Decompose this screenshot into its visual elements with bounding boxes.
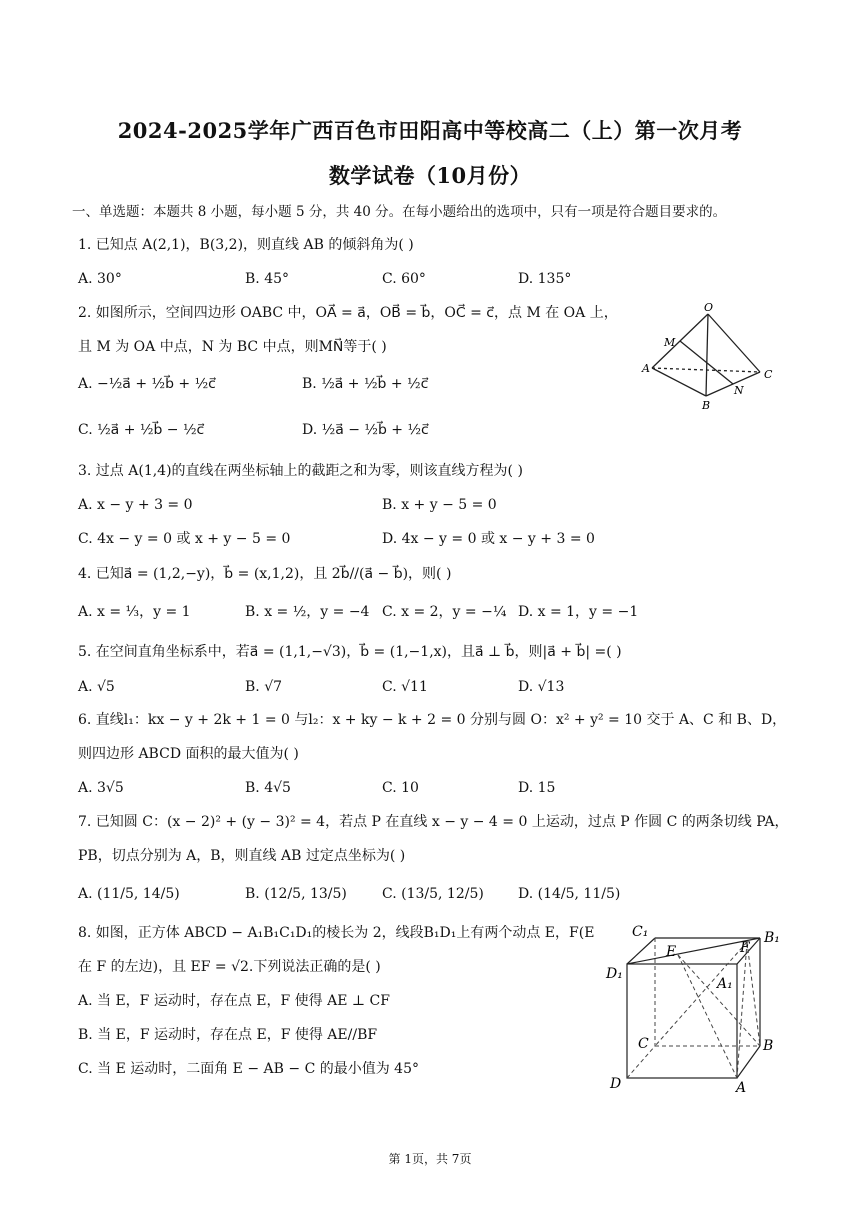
question-7-text-1: 7. 已知圆 C：(x − 2)² + (y − 3)² = 4，若点 P 在直线 x − y − 4 = 0 上运动，过点 P 作圆 C 的两条切线 PA， (78, 814, 789, 830)
q2-option-a: A. −½a⃗ + ½b⃗ + ½c⃗ (78, 376, 216, 392)
q6-option-d: D. 15 (518, 780, 556, 796)
q8-option-b: B. 当 E，F 运动时，存在点 E，F 使得 AE//BF (78, 1027, 378, 1043)
q1-option-c: C. 60° (382, 271, 426, 287)
q1-option-b: B. 45° (245, 271, 290, 287)
question-2-text-2: 且 M 为 OA 中点，N 为 BC 中点，则MN⃗等于( ) (78, 339, 387, 355)
q7-option-c: C. (13/5, 12/5) (382, 886, 484, 902)
label-c: C (764, 368, 773, 381)
q3-option-c: C. 4x − y = 0 或 x + y − 5 = 0 (78, 531, 291, 547)
q5-option-c: C. √11 (382, 679, 428, 695)
q6-option-a: A. 3√5 (78, 780, 124, 796)
q4-option-c: C. x = 2，y = −¼ (382, 604, 507, 620)
question-4-text: 4. 已知a⃗ = (1,2,−y)，b⃗ = (x,1,2)，且 2b⃗//(a⃗ − b⃗)，则( ) (78, 566, 452, 582)
q8-option-c: C. 当 E 运动时，二面角 E − AB − C 的最小值为 45° (78, 1061, 419, 1077)
q7-option-d: D. (14/5, 11/5) (518, 886, 621, 902)
question-6-text-1: 6. 直线l₁：kx − y + 2k + 1 = 0 与l₂：x + ky − k + 2 = 0 分别与圆 O：x² + y² = 10 交于 A、C 和 B、D， (78, 712, 787, 728)
label-m: M (664, 336, 676, 349)
title-line-1: 2024-2025学年广西百色市田阳高中等校高二（上）第一次月考 (117, 118, 743, 143)
question-2-text-1: 2. 如图所示，空间四边形 OABC 中，OA⃗ = a⃗，OB⃗ = b⃗，OC⃗ = c⃗，点 M 在 OA 上， (78, 305, 618, 321)
label-a: A (736, 1080, 747, 1096)
q3-option-b: B. x + y − 5 = 0 (382, 497, 497, 513)
q5-option-a: A. √5 (78, 679, 115, 695)
q3-option-a: A. x − y + 3 = 0 (78, 497, 193, 513)
q8-option-a: A. 当 E，F 运动时，存在点 E，F 使得 AE ⊥ CF (78, 993, 390, 1009)
label-c: C (638, 1036, 649, 1052)
label-d1: D₁ (606, 966, 623, 982)
q5-option-d: D. √13 (518, 679, 565, 695)
q2-option-d: D. ½a⃗ − ½b⃗ + ½c⃗ (302, 422, 429, 438)
question-7-text-2: PB，切点分别为 A，B，则直线 AB 过定点坐标为( ) (78, 848, 406, 864)
label-b: B (702, 399, 711, 412)
q4-option-d: D. x = 1，y = −1 (518, 604, 639, 620)
label-o: O (704, 301, 714, 314)
question-5-text: 5. 在空间直角坐标系中，若a⃗ = (1,1,−√3)，b⃗ = (1,−1,x)，且a⃗ ⊥ b⃗，则|a⃗ + b⃗| =( ) (78, 644, 622, 660)
title-line-2: 数学试卷（10月份） (328, 163, 532, 188)
page-footer: 第 1页，共 7页 (388, 1152, 472, 1166)
label-b1: B₁ (764, 930, 780, 946)
q4-option-a: A. x = ⅓，y = 1 (78, 604, 191, 620)
q7-option-b: B. (12/5, 13/5) (245, 886, 347, 902)
q4-option-b: B. x = ½，y = −4 (245, 604, 370, 620)
section-heading: 一、单选题：本题共 8 小题，每小题 5 分，共 40 分。在每小题给出的选项中，只有一项是符合题目要求的。 (72, 204, 727, 220)
label-c1: C₁ (632, 924, 649, 940)
q7-option-a: A. (11/5, 14/5) (78, 886, 180, 902)
q1-option-a: A. 30° (78, 271, 122, 287)
question-6-text-2: 则四边形 ABCD 面积的最大值为( ) (78, 746, 299, 762)
label-a: A (642, 362, 650, 375)
question-3-text: 3. 过点 A(1,4)的直线在两坐标轴上的截距之和为零，则该直线方程为( ) (78, 463, 523, 479)
label-d: D (610, 1076, 622, 1092)
label-a1: A₁ (717, 976, 733, 992)
label-b: B (763, 1038, 774, 1054)
q3-option-d: D. 4x − y = 0 或 x − y + 3 = 0 (382, 531, 595, 547)
label-f: F (740, 940, 750, 956)
q5-option-b: B. √7 (245, 679, 283, 695)
tetrahedron-figure (640, 300, 780, 412)
q6-option-b: B. 4√5 (245, 780, 291, 796)
question-8-text-2: 在 F 的左边)，且 EF = √2.下列说法正确的是( ) (78, 959, 381, 975)
q2-option-c: C. ½a⃗ + ½b⃗ − ½c⃗ (78, 422, 205, 438)
label-e: E (666, 944, 677, 960)
q1-option-d: D. 135° (518, 271, 572, 287)
cube-figure (600, 918, 790, 1096)
label-n: N (734, 384, 744, 397)
question-8-text-1: 8. 如图，正方体 ABCD − A₁B₁C₁D₁的棱长为 2，线段B₁D₁上有两个动点 E，F(E (78, 925, 595, 941)
question-1-text: 1. 已知点 A(2,1)，B(3,2)，则直线 AB 的倾斜角为( ) (78, 237, 414, 253)
q2-option-b: B. ½a⃗ + ½b⃗ + ½c⃗ (302, 376, 429, 392)
q6-option-c: C. 10 (382, 780, 419, 796)
